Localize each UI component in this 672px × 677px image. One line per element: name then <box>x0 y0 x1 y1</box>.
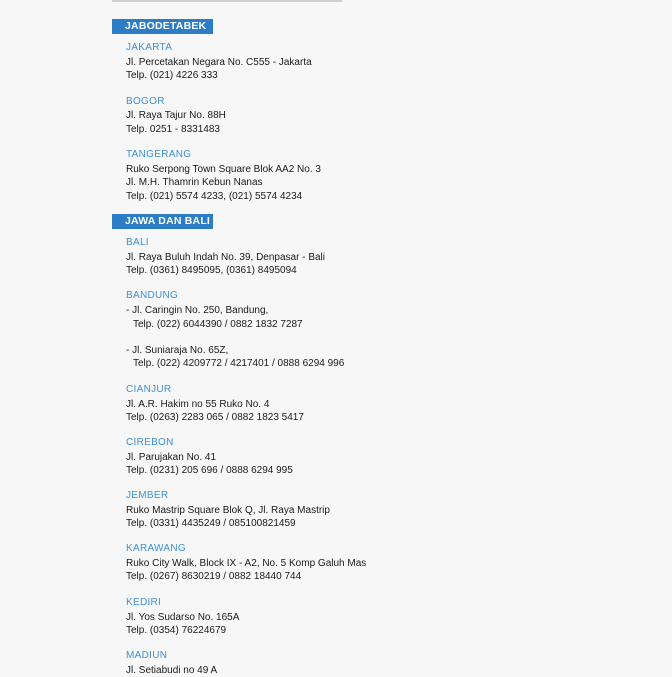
branch-address-line: Jl. Setiabudi no 49 A <box>126 665 218 676</box>
branch-address-line: Telp. (0354) 76224679 <box>126 625 227 636</box>
branch-address-line: - Jl. Caringin No. 250, Bandung, <box>126 305 269 316</box>
branch-address-line: Telp. (022) 4209772 / 4217401 / 0888 6294 996 <box>133 358 345 369</box>
branch-address-line: Jl. Yos Sudarso No. 165A <box>126 612 240 623</box>
branch-city: BALI <box>126 237 149 248</box>
branch-address-line: Telp. (0263) 2283 065 / 0882 1823 5417 <box>126 412 304 423</box>
branch-address-line: Jl. Parujakan No. 41 <box>126 452 217 463</box>
branch-address-line: Jl. M.H. Thamrin Kebun Nanas <box>126 177 263 188</box>
branch-address-line: Telp. (021) 5574 4233, (021) 5574 4234 <box>126 191 303 202</box>
branch-city: JAKARTA <box>126 42 173 53</box>
branch-address-line: Jl. Raya Buluh Indah No. 39, Denpasar - Bali <box>126 252 325 263</box>
branch-city: KARAWANG <box>126 543 186 554</box>
branch-city: MADIUN <box>126 650 168 661</box>
branch-city: CIREBON <box>126 437 174 448</box>
region-header: JAWA DAN BALI <box>112 214 213 229</box>
branch-city: BANDUNG <box>126 290 179 301</box>
branch-address-line: Telp. (022) 6044390 / 0882 1832 7287 <box>133 319 303 330</box>
branch-city: JEMBER <box>126 490 169 501</box>
branch-address-line: Ruko City Walk, Block IX - A2, No. 5 Komp Galuh Mas <box>126 558 367 569</box>
branch-city: KEDIRI <box>126 597 162 608</box>
branch-address-line: Telp. (0331) 4435249 / 085100821459 <box>126 518 296 529</box>
branch-address-line: Jl. A.R. Hakim no 55 Ruko No. 4 <box>126 399 270 410</box>
branch-address-line: Telp. 0251 - 8331483 <box>126 124 220 135</box>
top-divider <box>112 0 342 2</box>
branch-city: CIANJUR <box>126 384 172 395</box>
branch-address-line: Telp. (0361) 8495095, (0361) 8495094 <box>126 265 297 276</box>
branch-address-line: Telp. (0231) 205 696 / 0888 6294 995 <box>126 465 293 476</box>
region-header: JABODETABEK <box>112 19 213 34</box>
branch-address-line: - Jl. Suniaraja No. 65Z, <box>126 345 229 356</box>
branch-city: TANGERANG <box>126 149 192 160</box>
branch-address-line: Telp. (021) 4226 333 <box>126 70 218 81</box>
branch-city: BOGOR <box>126 96 165 107</box>
branch-address-line: Ruko Mastrip Square Blok Q, Jl. Raya Mastrip <box>126 505 330 516</box>
branch-address-line: Ruko Serpong Town Square Blok AA2 No. 3 <box>126 164 321 175</box>
branch-address-line: Telp. (0267) 8630219 / 0882 18440 744 <box>126 571 302 582</box>
branch-address-line: Jl. Percetakan Negara No. C555 - Jakarta <box>126 57 312 68</box>
branch-address-line: Jl. Raya Tajur No. 88H <box>126 110 226 121</box>
